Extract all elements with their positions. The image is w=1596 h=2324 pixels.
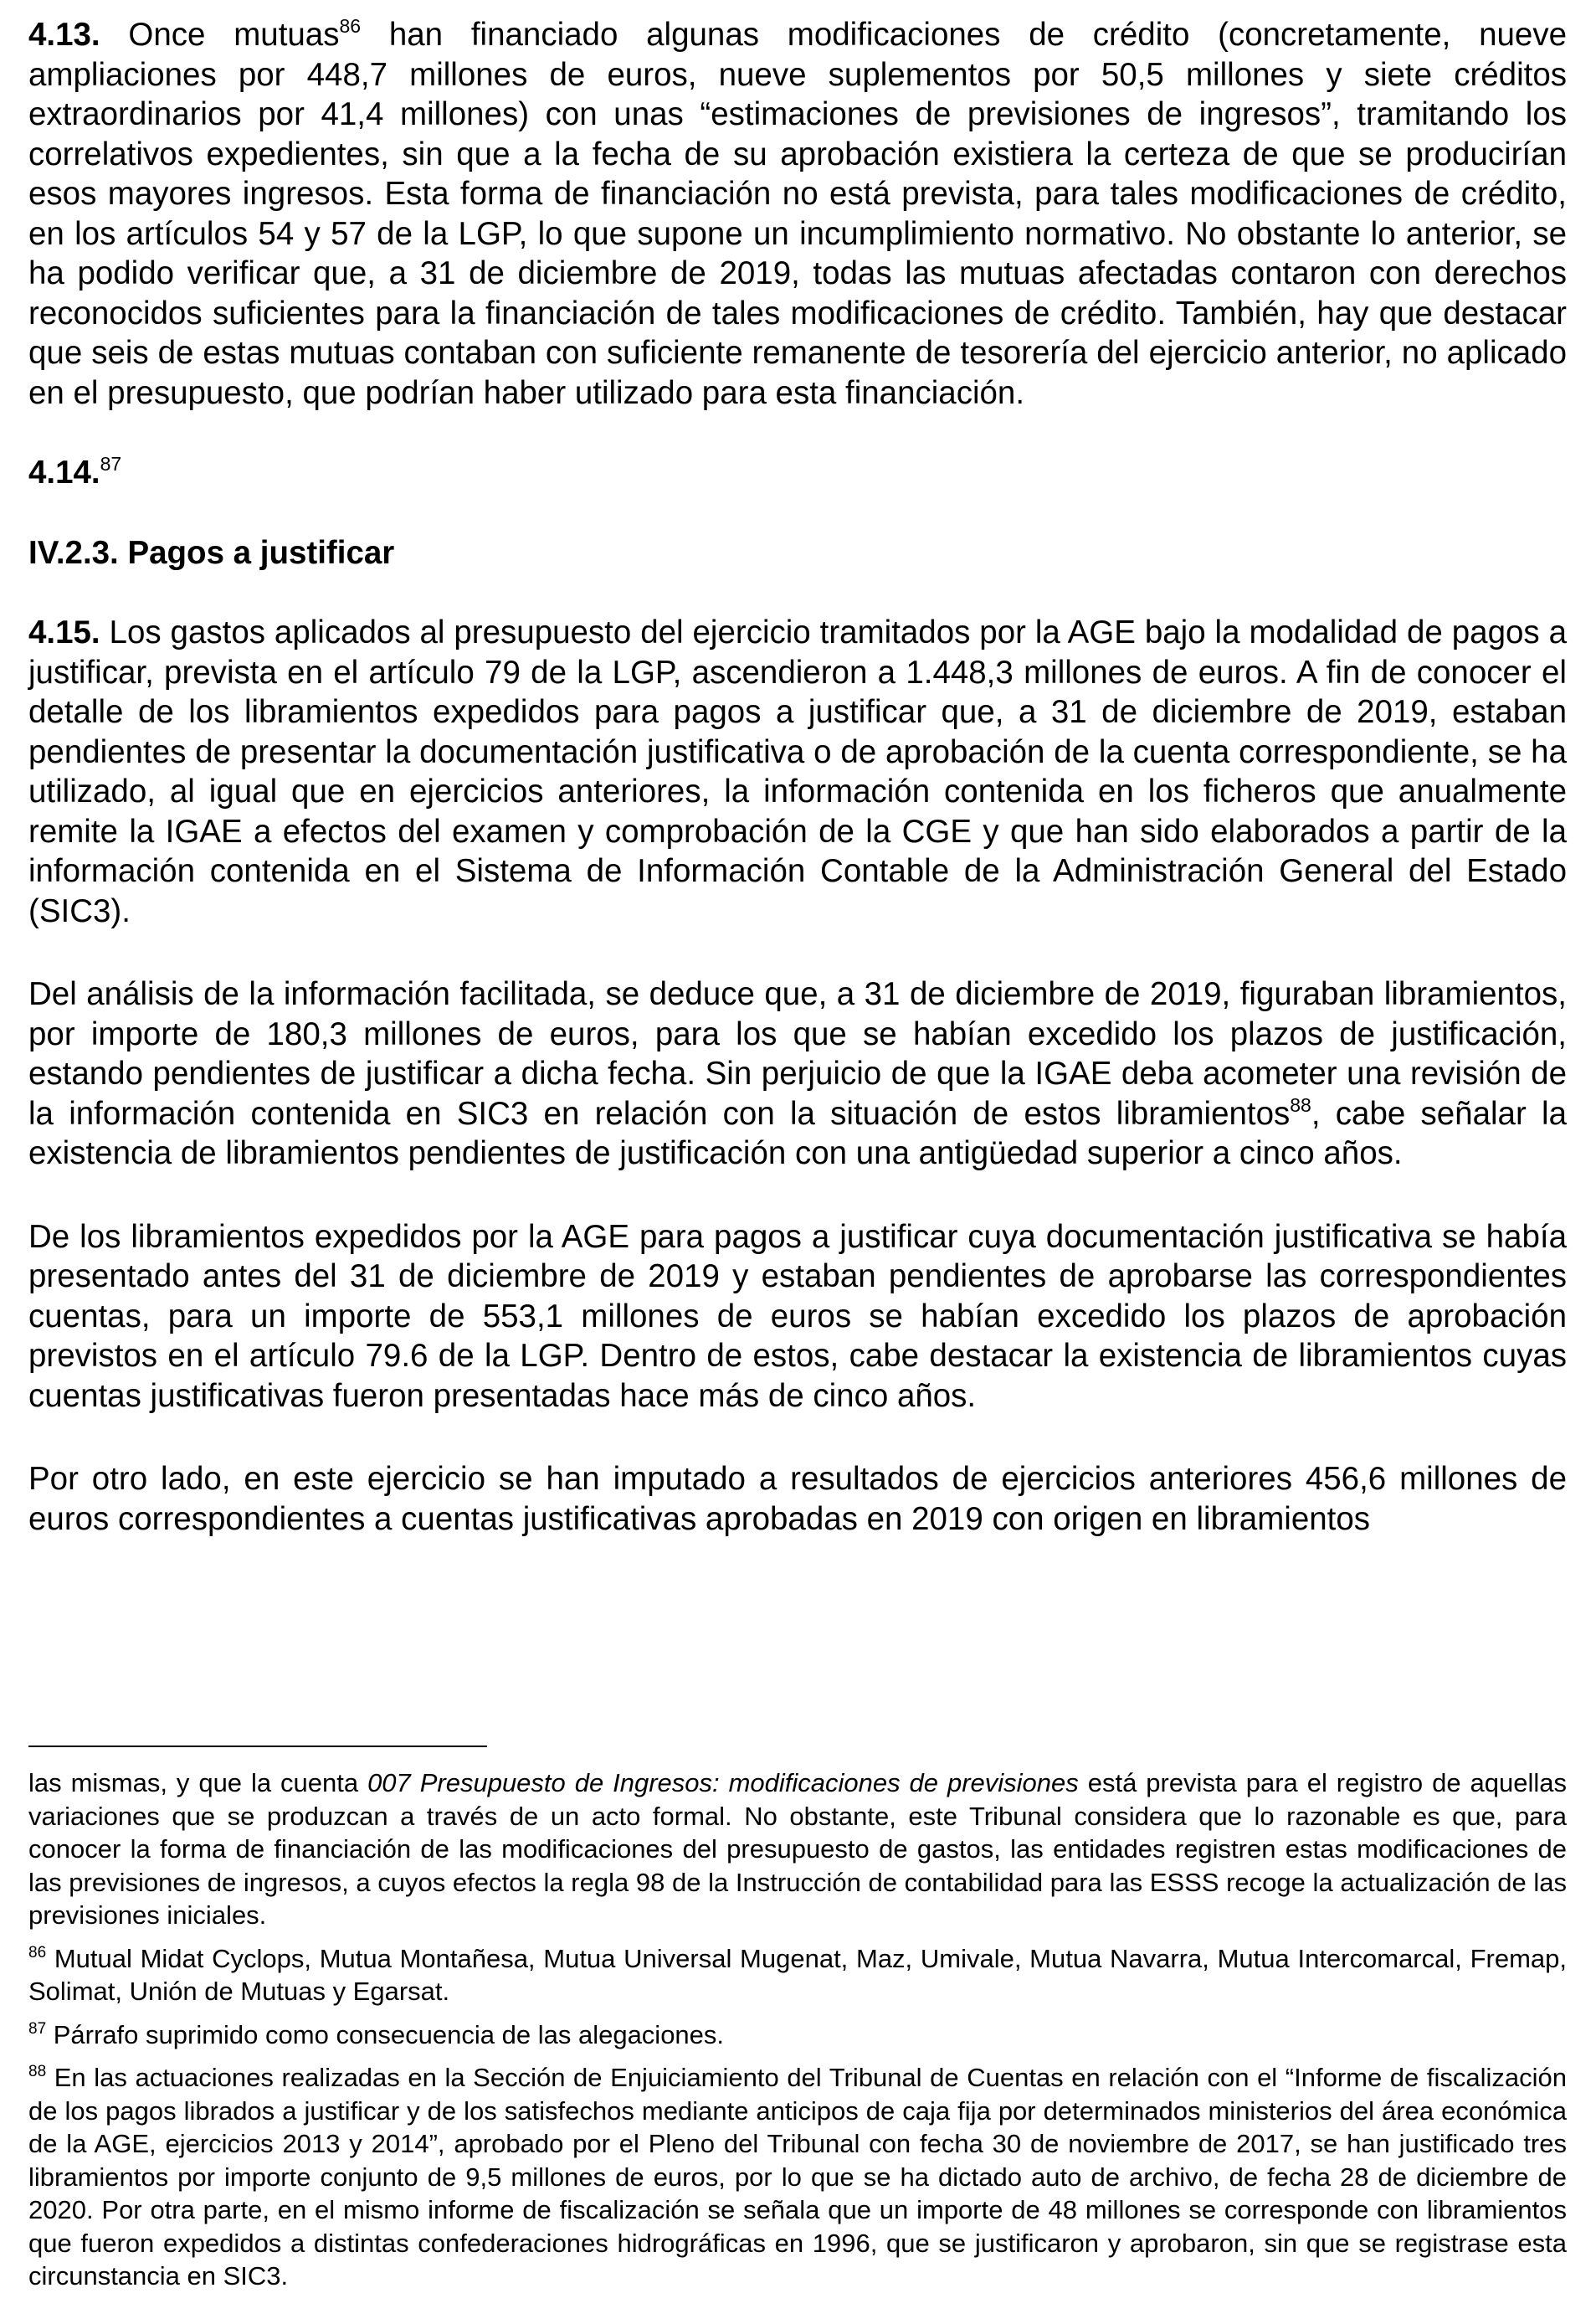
footnote-mark: 87 xyxy=(28,2019,47,2038)
footnote-mark: 86 xyxy=(28,1943,47,1962)
main-text xyxy=(28,15,1567,1539)
footnote-text: las mismas, y que la cuenta xyxy=(28,1768,368,1797)
footnotes xyxy=(28,1766,1567,2303)
footnote-88 xyxy=(28,2061,1567,2293)
paragraph-4-13 xyxy=(28,15,1567,413)
footnote-separator xyxy=(28,1746,487,1747)
paragraph-text: , cabe señalar la existencia de libramientos pendientes de justificación con una antigüedad superior a cinco años. xyxy=(28,1095,1567,1171)
paragraph-4-14 xyxy=(28,453,1567,493)
section-heading: IV.2.3. Pagos a justificar xyxy=(28,534,395,571)
paragraph-number: 4.14. xyxy=(28,455,100,491)
paragraph-otro-lado: Por otro lado, en este ejercicio se han imputado a resultados de ejercicios anteriores 456,6 millones de euros correspondientes a cuentas justificativas aprobadas en 2019 con origen en libramientos xyxy=(28,1461,1567,1537)
footnote-87 xyxy=(28,2018,1567,2052)
footnote-continuation xyxy=(28,1766,1567,1932)
paragraph-number: 4.13. xyxy=(28,17,100,53)
paragraph-text: han financiado algunas modificaciones de crédito (concretamente, nueve ampliaciones por 448,7 millones de euros, nueve suplementos por 50,5 millones y siete créditos extraordinarios por 41,4 millones) con unas “estimaciones de previsiones de ingresos”, tramitando los correlativos expedientes, sin que a la fecha de su aprobación existiera la certeza de que se producirían esos mayores ingresos. Esta forma de financiación no está prevista, para tales modificaciones de crédito, en los artículos 54 y 57 de la LGP, lo que supone un incumplimiento normativo. No obstante lo anterior, se ha podido verificar que, a 31 de diciembre de 2019, todas las mutuas afectadas contaron con derechos reconocidos suficientes para la financiación de tales modificaciones de crédito. También, hay que destacar que seis de estas mutuas contaban con suficiente remanente de tesorería del ejercicio anterior, no aplicado en el presupuesto, que podrían haber utilizado para esta financiación. xyxy=(28,17,1567,411)
footnote-account-name: 007 Presupuesto de Ingresos: modificaciones de previsiones xyxy=(367,1768,1079,1797)
footnote-86 xyxy=(28,1942,1567,2008)
footnote-text: Párrafo suprimido como consecuencia de las alegaciones. xyxy=(46,2019,725,2049)
footnote-ref-87[interactable]: 87 xyxy=(100,453,122,475)
footnote-text: está prevista para el registro de aquellas variaciones que se produzcan a través de un acto formal. No obstante, este Tribunal considera que lo razonable es que, para conocer la forma de financiación de las modificaciones del presupuesto de gastos, las entidades registren estas modificaciones de las previsiones de ingresos, a cuyos efectos la regla 98 de la Instrucción de contabilidad para las ESSS recoge la actualización de las previsiones iniciales. xyxy=(28,1768,1567,1930)
footnote-text: Mutual Midat Cyclops, Mutua Montañesa, Mutua Universal Mugenat, Maz, Umivale, Mutua Navarra, Mutua Intercomarcal, Fremap, Solimat, Unión de Mutuas y Egarsat. xyxy=(28,1943,1567,2006)
paragraph-4-15 xyxy=(28,613,1567,931)
footnote-ref-88[interactable]: 88 xyxy=(1290,1093,1311,1116)
footnote-text: En las actuaciones realizadas en la Sección de Enjuiciamiento del Tribunal de Cuentas en relación con el “Informe de fiscalización de los pagos librados a justificar y de los satisfechos mediante anticipos de caja fija por determinados ministerios del área económica de la AGE, ejercicios 2013 y 2014”, aprobado por el Pleno del Tribunal con fecha 30 de noviembre de 2017, se han justificado tres libramientos por importe conjunto de 9,5 millones de euros, por lo que se ha dictado auto de archivo, de fecha 28 de diciembre de 2020. Por otra parte, en el mismo informe de fiscalización se señala que un importe de 48 millones se corresponde con libramientos que fueron expedidos a distintas confederaciones hidrográficas en 1996, que se justificaron y aprobaron, sin que se registrase esta circunstancia en SIC3. xyxy=(28,2063,1567,2291)
footnote-mark: 88 xyxy=(28,2063,47,2080)
paragraph-text: Los gastos aplicados al presupuesto del ejercicio tramitados por la AGE bajo la modalidad de pagos a justificar, prevista en el artículo 79 de la LGP, ascendieron a 1.448,3 millones de euros. A fin de conocer el detalle de los libramientos expedidos para pagos a justificar que, a 31 de diciembre de 2019, estaban pendientes de presentar la documentación justificativa o de aprobación de la cuenta correspondiente, se ha utilizado, al igual que en ejercicios anteriores, la información contenida en los ficheros que anualmente remite la IGAE a efectos del examen y comprobación de la CGE y que han sido elaborados a partir de la información contenida en el Sistema de Información Contable de la Administración General del Estado (SIC3). xyxy=(28,614,1567,929)
paragraph-text: Once mutuas xyxy=(100,17,340,53)
paragraph-text: Del análisis de la información facilitada, se deduce que, a 31 de diciembre de 2019, figuraban libramientos, por importe de 180,3 millones de euros, para los que se habían excedido los plazos de justificación, estando pendientes de justificar a dicha fecha. Sin perjuicio de que la IGAE deba acometer una revisión de la información contenida en SIC3 en relación con la situación de estos libramientos xyxy=(28,976,1567,1132)
paragraph-libramientos: De los libramientos expedidos por la AGE para pagos a justificar cuya documentación justificativa se había presentado antes del 31 de diciembre de 2019 y estaban pendientes de aprobarse las correspondientes cuentas, para un importe de 553,1 millones de euros se habían excedido los plazos de aprobación previstos en el artículo 79.6 de la LGP. Dentro de estos, cabe destacar la existencia de libramientos cuyas cuentas justificativas fueron presentadas hace más de cinco años. xyxy=(28,1218,1567,1414)
paragraph-number: 4.15. xyxy=(28,614,100,650)
paragraph-analysis xyxy=(28,974,1567,1174)
footnote-ref-86[interactable]: 86 xyxy=(339,15,362,37)
